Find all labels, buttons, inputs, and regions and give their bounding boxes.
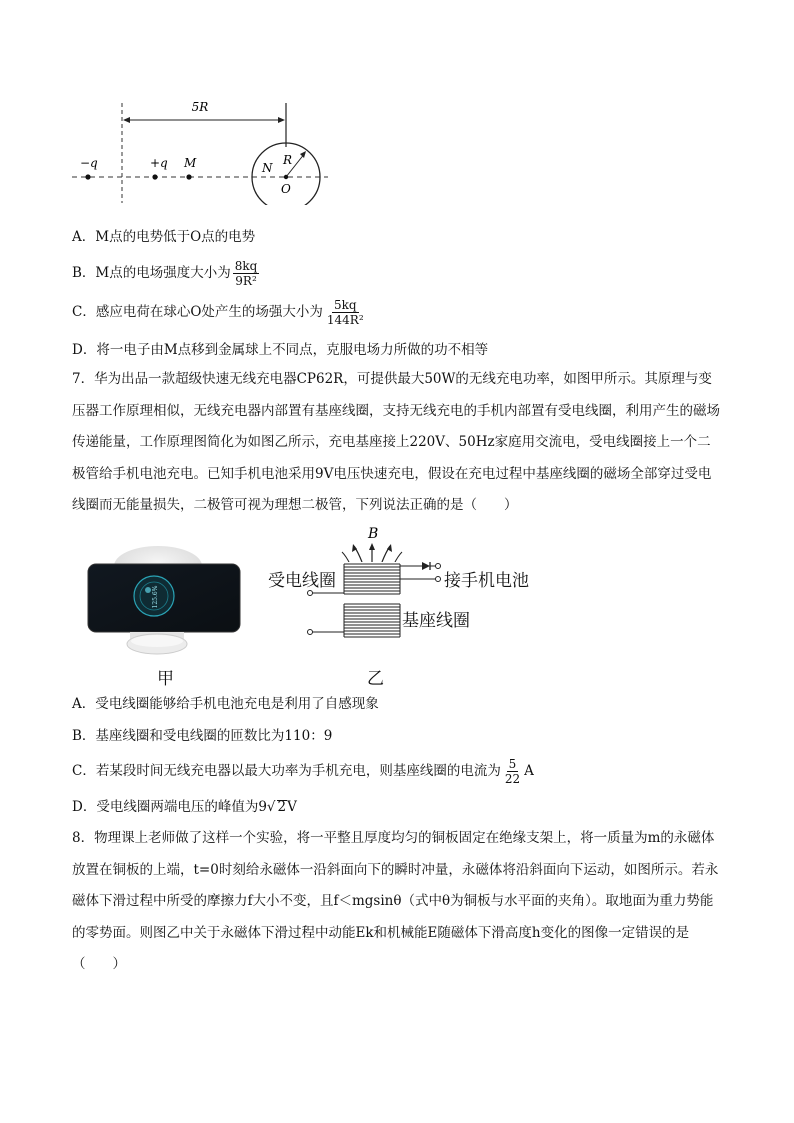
q6-option-b-fraction: $\frac{8kq}{\text{9R²}}$: [234, 259, 258, 288]
m-label: M: [184, 156, 197, 170]
o-label: O: [281, 182, 291, 196]
q6-option-c: [72, 297, 368, 327]
figure-yi-caption: 乙: [367, 669, 384, 689]
distance-label: 5R: [191, 100, 209, 114]
q7-stem: 7．华为出品一款超级快速无线充电器CP62R，可提供最大50W的无线充电功率，如图甲所示。其原理与变压器工作原理相似，无线充电器内部置有基座线圈，支持无线充电的手机内部置有受电线圈，利用产生的磁场传递能量，工作原理图简化为如图乙所示，充电基座接上220V、50Hz家庭用交流电，受电线圈接上一个二极管给手机电池充电。已知手机电池采用9V电压快速充电，假设在充电过程中基座线圈的磁场全部穿过受电线圈而无能量损失，二极管可视为理想二极管，下列说法正确的是（ ）: [72, 371, 720, 513]
figure-jia-caption: 甲: [157, 669, 174, 689]
b-field-label: B: [368, 526, 379, 542]
pos-charge-point: [152, 174, 157, 179]
q7-option-d-text: D．受电线圈两端电压的峰值为9: [72, 799, 267, 815]
neg-charge-point: [85, 174, 90, 179]
phone-battery-label: 接手机电池: [444, 571, 529, 591]
n-label: N: [262, 161, 273, 175]
q6-option-a: A．M点的电势低于O点的电势: [72, 229, 256, 245]
receiver-coil-label: 受电线圈: [268, 571, 336, 591]
q6-option-c-text: C．感应电荷在球心O处产生的场强大小为: [72, 304, 323, 320]
q7-option-c-unit: A: [524, 763, 534, 779]
pos-charge-label: +q: [150, 156, 168, 170]
q7-option-d-unit: V: [287, 799, 297, 815]
neg-charge-label: −q: [80, 156, 98, 170]
center-o: [284, 175, 288, 179]
base-coil-label: 基座线圈: [402, 611, 470, 631]
q6-option-c-fraction: $\frac{5kq}{\text{144R²}}$: [326, 298, 364, 327]
point-m: [186, 174, 191, 179]
r-label: R: [283, 153, 293, 167]
charge-sphere-figure: [60, 95, 340, 205]
charger-photo-figure: [80, 540, 250, 660]
q7-option-c: [72, 756, 534, 786]
q6-option-b-text: B．M点的电场强度大小为: [72, 265, 231, 281]
q7-option-a: A．受电线圈能够给手机电池充电是利用了自感现象: [72, 696, 379, 712]
q7-option-d: D．受电线圈两端电压的峰值为9√ 2V: [72, 799, 297, 815]
q6-option-d: D．将一电子由M点移到金属球上不同点，克服电场力所做的功不相等: [72, 342, 489, 358]
charger-screen-text: 125.6%: [152, 585, 159, 609]
q6-option-b: [72, 258, 261, 288]
q7-option-c-text: C．若某段时间无线充电器以最大功率为手机充电，则基座线圈的电流为: [72, 763, 501, 779]
q7-option-c-fraction: $\frac{5}{22}$: [504, 757, 521, 786]
q7-option-b: B．基座线圈和受电线圈的匝数比为110：9: [72, 728, 333, 744]
q8-stem: 8．物理课上老师做了这样一个实验，将一平整且厚度均匀的铜板固定在绝缘支架上，将一质量为m的永磁体放置在铜板的上端，t=0时刻给永磁体一沿斜面向下的瞬时冲量，永磁体将沿斜面向下运动，如图所示。若永磁体下滑过程中所受的摩擦力f大小不变，且f＜mgsinθ（式中θ为铜板与水平面的夹角）。取地面为重力势能的零势面。则图乙中关于永磁体下滑过程中动能Ek和机械能E随磁体下滑高度h变化的图像一定错误的是（ ）: [72, 830, 719, 972]
q7-option-d-sqrt: 2: [277, 799, 287, 815]
